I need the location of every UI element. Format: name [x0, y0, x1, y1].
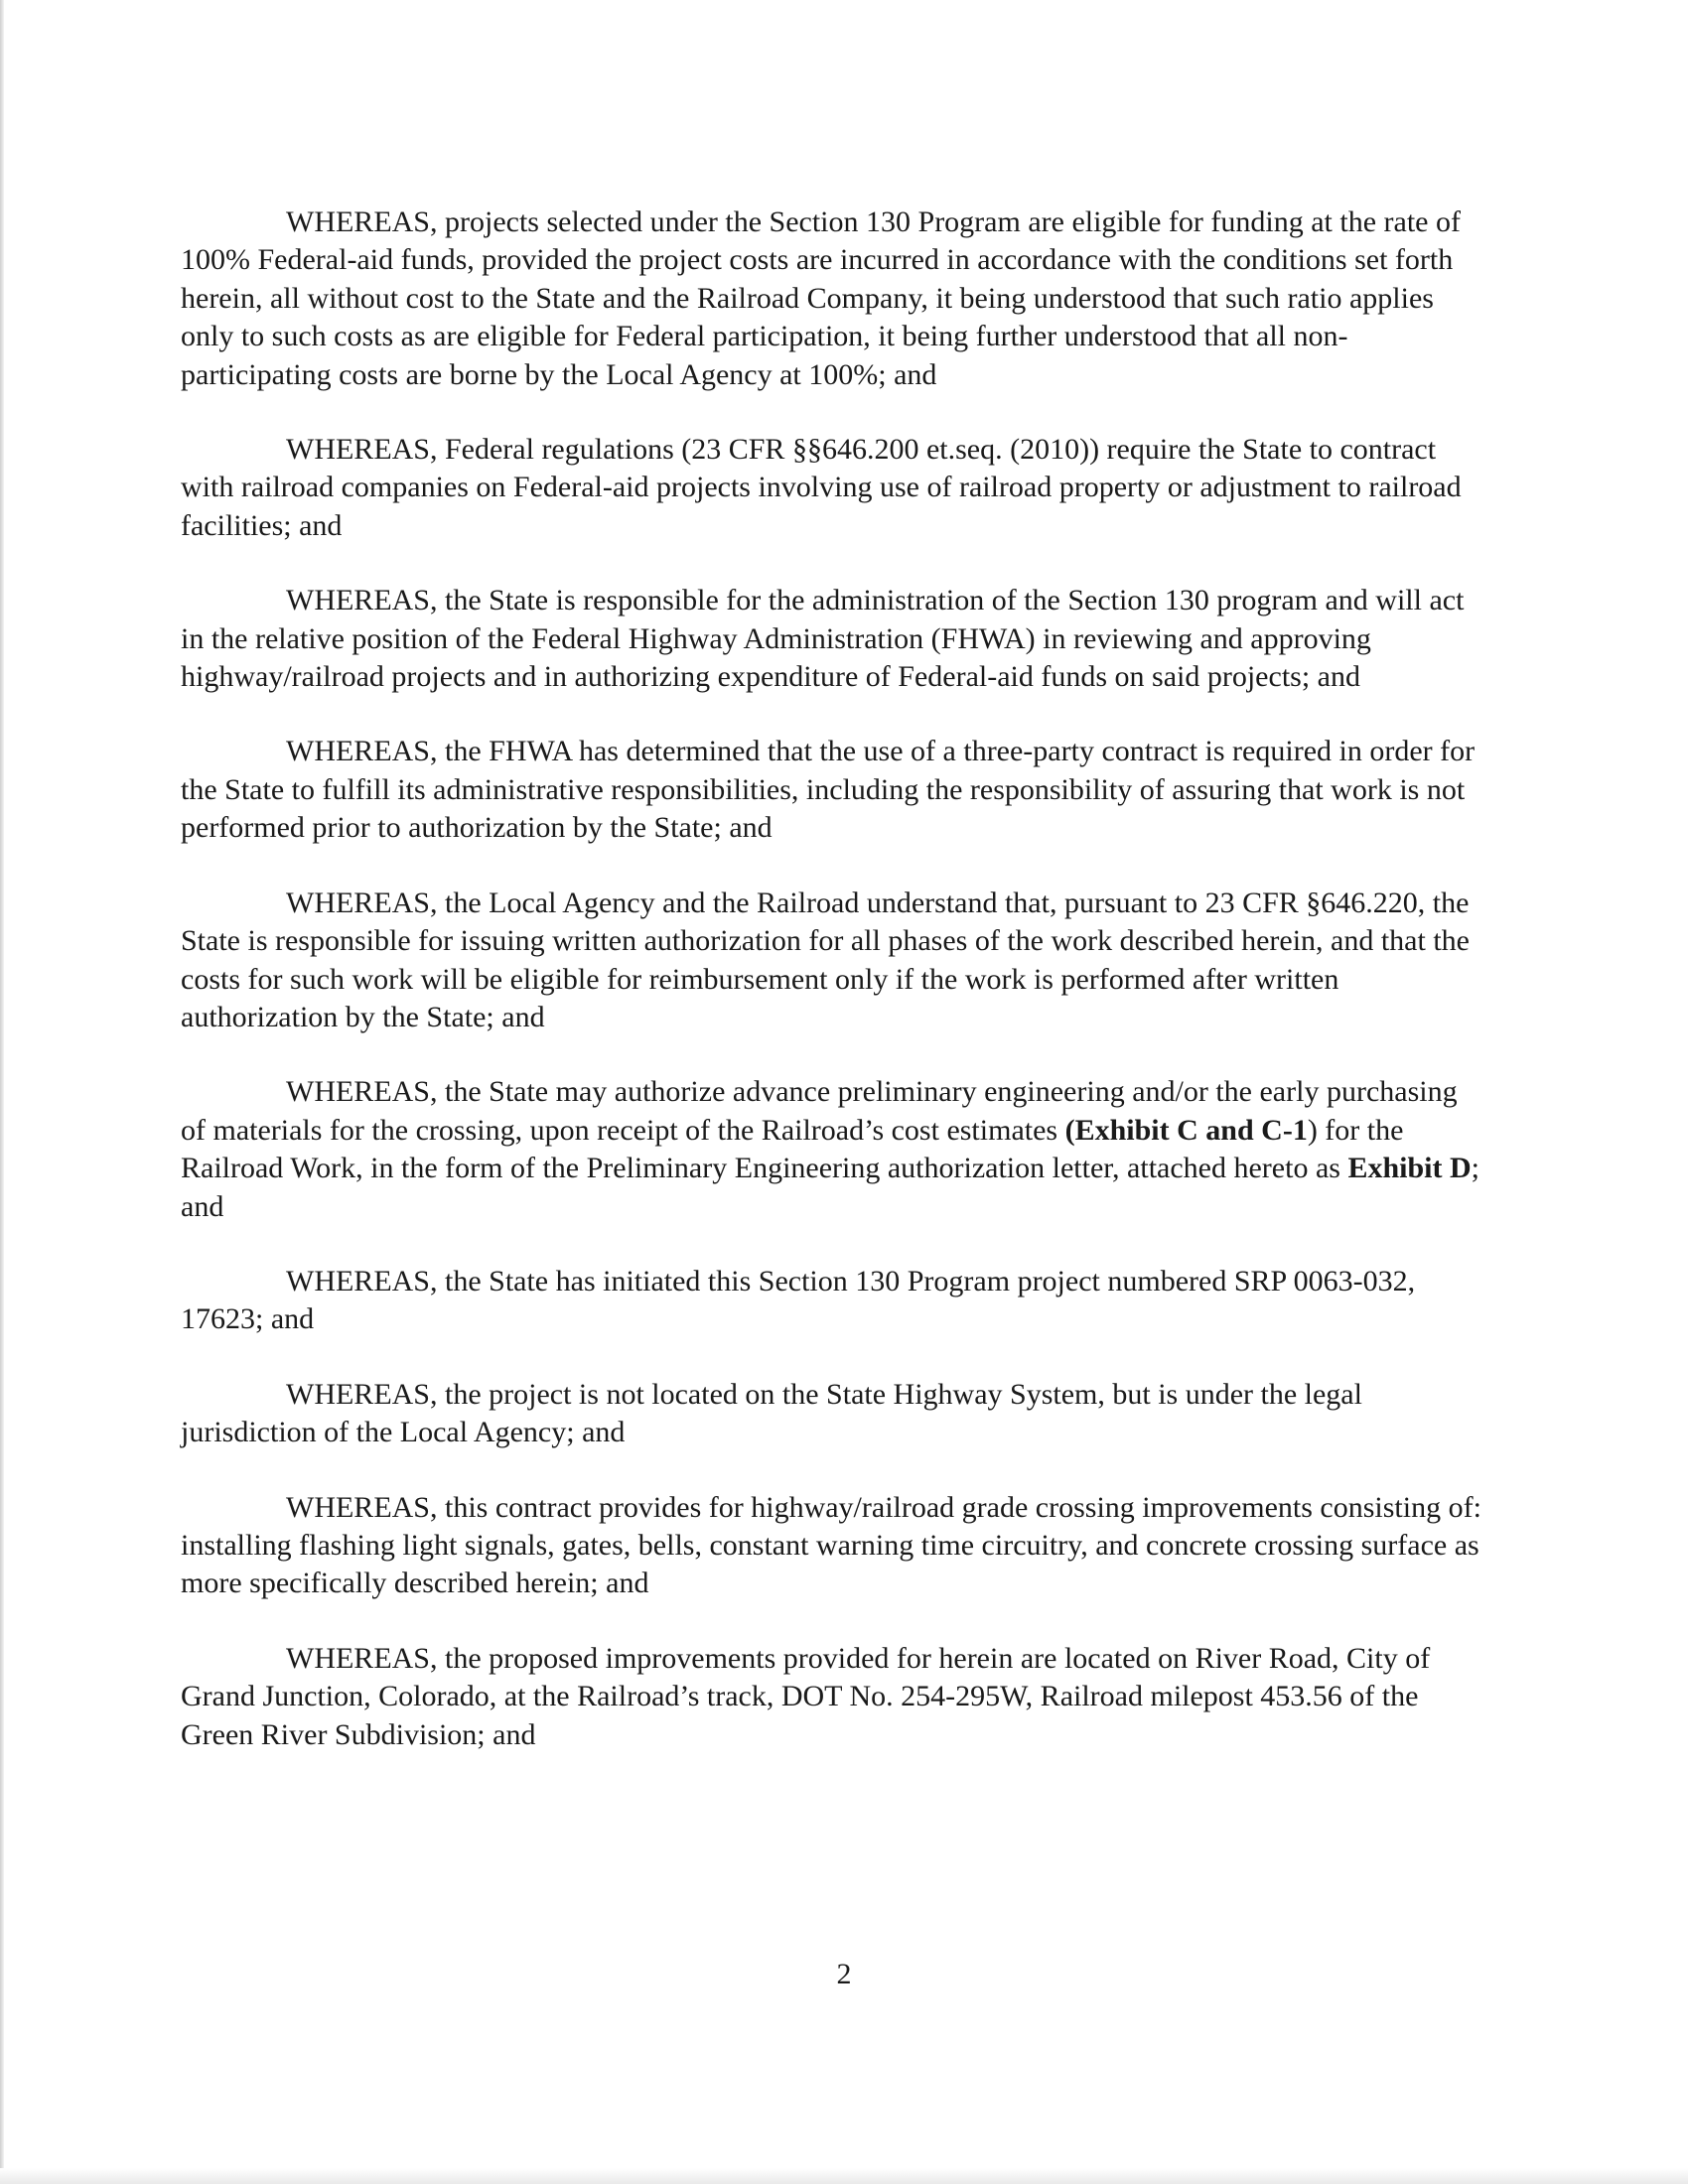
whereas-written-authorization-paragraph: WHEREAS, the Local Agency and the Railroad understand that, pursuant to 23 CFR §646.220, the State is responsible for issuing written authorization for all phases of the work described herein, and that the costs for such work will be eligible for reimbursement only if the work is performed after written authorization by the State; and [181, 886, 1470, 1033]
whereas-jurisdiction-paragraph: WHEREAS, the project is not located on the State Highway System, but is under the legal jurisdiction of the Local Agency; and [181, 1377, 1362, 1449]
pe-text-segment-3: ; and [181, 1152, 1479, 1223]
page-number: 2 [836, 1958, 852, 1990]
whereas-improvements-paragraph: WHEREAS, this contract provides for highway/railroad grade crossing improvements consisting of: installing flashing light signals, gates, bells, constant warning time circuitry, and concrete crossing surface as more specifically described herein; and [181, 1490, 1481, 1600]
whereas-project-number-paragraph: WHEREAS, the State has initiated this Section 130 Program project numbered SRP 0063-032, 17623; and [181, 1264, 1416, 1336]
whereas-preliminary-engineering-paragraph [181, 1073, 1489, 1226]
exhibit-d-reference: Exhibit D [1347, 1152, 1472, 1185]
whereas-location-paragraph: WHEREAS, the proposed improvements provided for herein are located on River Road, City of Grand Junction, Colorado, at the Railroad’s track, DOT No. 254-295W, Railroad milepost 453.56 of the Green River Subdivision; and [181, 1641, 1431, 1751]
pe-text-segment-1: WHEREAS, the State may authorize advance preliminary engineering and/or the early purchasing of materials for the crossing, upon receipt of the Railroad’s cost estimates [181, 1075, 1458, 1147]
pe-text-segment-2: ) for the Railroad Work, in the form of the Preliminary Engineering authorization letter, attached hereto as [181, 1113, 1404, 1185]
whereas-funding-paragraph: WHEREAS, projects selected under the Section 130 Program are eligible for funding at the rate of 100% Federal-aid funds, provided the project costs are incurred in accordance with the conditions set forth herein, all without cost to the State and the Railroad Company, it being understood that such ratio applies only to such costs as are eligible for Federal participation, it being further understood that all non-participating costs are borne by the Local Agency at 100%; and [181, 205, 1461, 391]
scan-edge-bottom [0, 2168, 1688, 2184]
scan-edge-left [0, 0, 4, 2184]
document-body [181, 204, 1489, 1791]
whereas-federal-regulations-paragraph: WHEREAS, Federal regulations (23 CFR §§646.200 et.seq. (2010)) require the State to contract with railroad companies on Federal-aid projects involving use of railroad property or adjustment to railroad facilities; and [181, 433, 1462, 542]
whereas-state-administration-paragraph: WHEREAS, the State is responsible for the administration of the Section 130 program and will act in the relative position of the Federal Highway Administration (FHWA) in reviewing and approving highway/railroad projects and in authorizing expenditure of Federal-aid funds on said projects; and [181, 584, 1465, 694]
whereas-three-party-contract-paragraph: WHEREAS, the FHWA has determined that the use of a three-party contract is required in order for the State to fulfill its administrative responsibilities, including the responsibility of assuring that work is not performed prior to authorization by the State; and [181, 735, 1476, 845]
exhibit-c-reference: (Exhibit C and C-1 [1064, 1113, 1308, 1147]
